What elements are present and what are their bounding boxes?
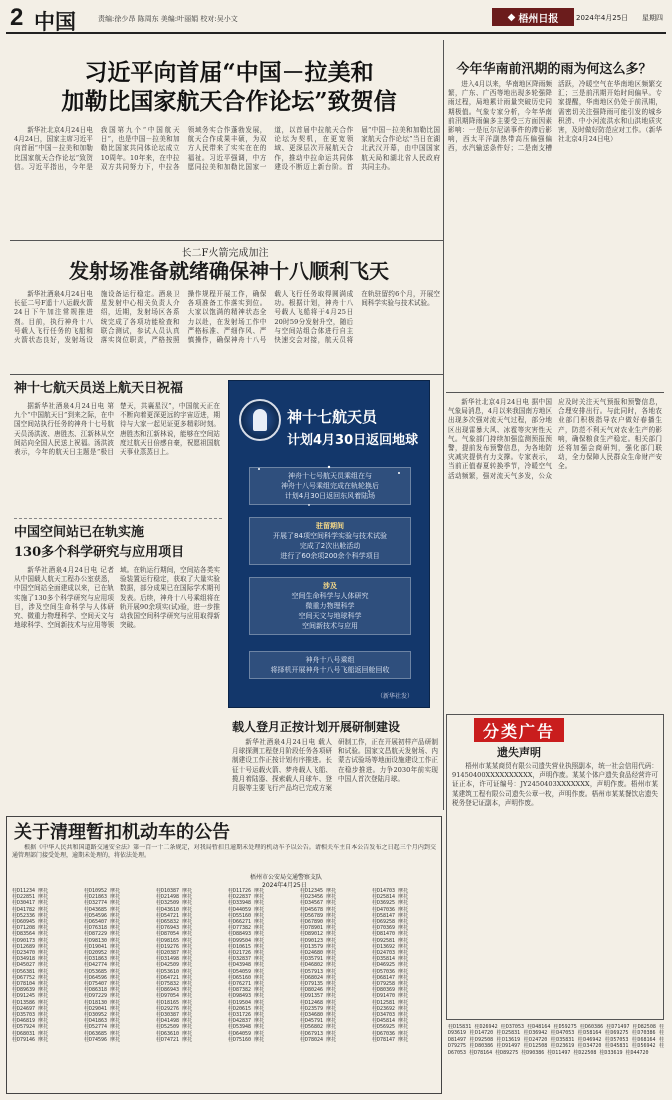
plate-entry: 桂D19276 摩托 [156, 943, 193, 950]
infographic-panel-rotation: 神舟十七号航天员乘组在与 神舟十八号乘组完成在轨轮换后 计划4月30日返回东风着陆场 [249, 467, 411, 505]
plate-entry: 桂D91245 摩托 [12, 993, 49, 1000]
plate-entry: 桂D57913 摩托 [300, 968, 337, 975]
plate-entry: 桂D23579 摩托 [300, 1005, 337, 1012]
plate-entry: 桂D30387 摩托 [156, 1012, 193, 1019]
plate-entry: 桂D42509 摩托 [156, 962, 193, 969]
plate-entry: 桂D29041 摩托 [84, 1005, 121, 1012]
lunar-headline: 载人登月正按计划开展研制建设 [232, 720, 401, 734]
plate-column [300, 888, 366, 1088]
plate-entry: 桂D89639 摩托 [12, 987, 49, 994]
plate-entry: 桂D90123 摩托 [300, 937, 337, 944]
infographic-title: 神十七航天员 [287, 408, 378, 426]
plate-entry: 桂D43610 摩托 [156, 906, 193, 913]
plate-entry: 桂D19504 摩托 [228, 999, 265, 1006]
plate-entry: 桂D52336 摩托 [12, 912, 49, 919]
plate-entry: 桂D65407 摩托 [84, 919, 121, 926]
plate-entry: 桂D19041 摩托 [84, 943, 121, 950]
plate-entry: 桂D83564 摩托 [12, 931, 49, 938]
plate-entry: 桂D56381 摩托 [12, 968, 49, 975]
plate-entry: 桂D45027 摩托 [12, 962, 49, 969]
plate-list-continued: 桂D15831 桂D26942 桂D37053 桂D48164 桂D59275 桂D60386 桂D71497 桂D82508 桂D93619 桂D14720 桂D25831 桂D36942 桂D47053 桂D58164 桂D69275 桂D70386 桂D81497 桂D92508 桂D13619 桂D24720 桂D35831 桂D46942 桂D57053 桂D68164 桂D79275 桂D80386 桂D91497 桂D12508 桂D23619 桂D34720 桂D45831 桂D56942 桂D67053 桂D78164 桂D89275 桂D90386 桂D11497 桂D22508 桂D33619 桂D44720 [448, 1024, 664, 1056]
column-divider [443, 40, 444, 810]
section-title: 中国 [34, 9, 76, 34]
plate-entry: 桂D80369 摩托 [372, 987, 409, 994]
plate-entry: 桂D13692 摩托 [372, 943, 409, 950]
plate-entry: 桂D87229 摩托 [84, 931, 121, 938]
science-body: 新华社酒泉4月24日电 记者从中国载人航天工程办公室获悉，中国空间站全面建成以来，已在轨实施了130多个科学研究与应用项目，涉及空间生命科学与人体研究、微重力物理科学、空间天文与地球科学、空间新技术与应用等领域。在轨运行期间，空间站各类实验装置运行稳定，获取了大量实验数据，部分成果已在国际学术期刊发表。后续，神舟十八号乘组将在轨开展90余项实(试)验，进一步推动我国空间科学研究与应用取得新突破。 [14, 566, 220, 630]
plate-entry: 桂D76271 摩托 [228, 981, 265, 988]
plate-entry: 桂D41498 摩托 [156, 1018, 193, 1025]
plate-entry: 桂D33948 摩托 [228, 900, 265, 907]
plate-entry: 桂D31863 摩托 [84, 956, 121, 963]
plate-entry: 桂D46925 摩托 [372, 962, 409, 969]
plate-entry: 桂D68147 摩托 [372, 974, 409, 981]
plate-entry: 桂D57036 摩托 [372, 968, 409, 975]
plate-entry: 桂D32774 摩托 [84, 900, 121, 907]
plate-entry: 桂D11234 摩托 [12, 888, 49, 894]
plate-entry: 桂D77382 摩托 [228, 925, 265, 932]
plate-list [12, 888, 438, 1088]
plate-entry: 桂D23470 摩托 [12, 950, 49, 957]
plate-column [228, 888, 294, 1088]
lost-notice-heading: 遗失声明 [497, 746, 541, 759]
plate-entry: 桂D34567 摩托 [300, 900, 337, 907]
plate-entry: 桂D98165 摩托 [156, 937, 193, 944]
plate-entry: 桂D55160 摩托 [228, 912, 265, 919]
plate-entry: 桂D24680 摩托 [300, 950, 337, 957]
plate-entry: 桂D57924 摩托 [12, 1024, 49, 1031]
plate-entry: 桂D75407 摩托 [84, 981, 121, 988]
plate-entry: 桂D88493 摩托 [228, 931, 265, 938]
plate-entry: 桂D35703 摩托 [12, 1012, 49, 1019]
plate-entry: 桂D86318 摩托 [84, 987, 121, 994]
plate-entry: 桂D52774 摩托 [84, 1024, 121, 1031]
plate-entry: 桂D52509 摩托 [156, 1024, 193, 1031]
plate-column [84, 888, 150, 1088]
rocket-kicker: 长二F火箭完成加注 [181, 248, 269, 259]
mission-emblem-icon [239, 399, 281, 441]
infographic-panel-next: 神舟十八号乘组 将择机开展神舟十八号飞船返回舱回收 [249, 651, 411, 679]
plate-entry: 桂D14703 摩托 [372, 888, 409, 894]
rain-body: 进入4月以来，华南地区降雨频繁，广东、广西等地出现多轮强降雨过程，局地累计雨量突破历史同期极值。气象专家分析，今年华南前汛期降雨偏多主要受三方面因素影响：一是厄尔尼诺事件的滞后影响，西太平洋副热带高压偏强偏西，水汽输送条件好；二是南支槽活跃，冷暖空气在华南地区频繁交汇；三是前汛期开始时间偏早。专家提醒，华南地区仍处于前汛期，需密切关注强降雨可能引发的城乡积涝、中小河流洪水和山洪地质灾害，及时做好防范应对工作。（新华社北京4月24日电） [448, 80, 662, 153]
plate-entry: 桂D22837 摩托 [228, 894, 265, 901]
newspaper-logo: ◆ 梧州日报 [492, 8, 574, 26]
plate-entry: 桂D47036 摩托 [372, 906, 409, 913]
plate-entry: 桂D68031 摩托 [12, 1030, 49, 1037]
plate-entry: 桂D34703 摩托 [372, 1012, 409, 1019]
plate-entry: 桂D31498 摩托 [156, 956, 193, 963]
plate-entry: 桂D23692 摩托 [372, 1005, 409, 1012]
return-infographic [228, 380, 430, 708]
plate-entry: 桂D30952 摩托 [84, 1012, 121, 1019]
plate-entry: 桂D30417 摩托 [12, 900, 49, 907]
notice-issuer: 梧州市公安局交通警察支队 [250, 874, 323, 881]
plate-entry: 桂D64721 摩托 [156, 974, 193, 981]
plate-entry: 桂D56925 摩托 [372, 1024, 409, 1031]
plate-entry: 桂D80246 摩托 [300, 987, 337, 994]
plate-entry: 桂D43685 摩托 [84, 906, 121, 913]
plate-entry: 桂D20387 摩托 [156, 950, 193, 957]
plate-entry: 桂D78104 摩托 [12, 981, 49, 988]
plate-entry: 桂D10615 摩托 [228, 943, 265, 950]
plate-entry: 桂D24697 摩托 [12, 1005, 49, 1012]
plate-entry: 桂D10387 摩托 [156, 888, 193, 894]
plate-entry: 桂D12345 摩托 [300, 888, 337, 894]
plate-entry: 桂D71208 摩托 [12, 925, 49, 932]
plate-entry: 桂D76943 摩托 [156, 925, 193, 932]
plate-entry: 桂D56802 摩托 [300, 1024, 337, 1031]
classified-ad-title: 分类广告 [474, 718, 564, 742]
plate-entry: 桂D79135 摩托 [300, 981, 337, 988]
plate-entry: 桂D12468 摩托 [300, 999, 337, 1006]
plate-entry: 桂D12581 摩托 [372, 999, 409, 1006]
page-number: 2 [10, 4, 24, 31]
logo-emblem-icon: ◆ [507, 11, 516, 23]
plate-entry: 桂D99504 摩托 [228, 937, 265, 944]
plate-entry: 桂D12689 摩托 [12, 943, 49, 950]
plate-entry: 桂D92581 摩托 [372, 937, 409, 944]
issue-date: 2024年4月25日 [576, 14, 629, 22]
notice-intro: 根据《中华人民共和国道路交通安全法》第一百一十二条规定，对我局暂扣且逾期未处理的机动车予以公告。请相关车主自本公告发布之日起三个月内到交通管理部门接受处理，逾期未处理的，将依法处理。 [12, 844, 436, 859]
plate-entry: 桂D36925 摩托 [372, 900, 409, 907]
divider [446, 392, 664, 393]
plate-entry: 桂D43948 摩托 [228, 962, 265, 969]
plate-entry: 桂D64596 摩托 [84, 974, 121, 981]
plate-entry: 桂D24703 摩托 [372, 950, 409, 957]
plate-entry: 桂D98130 摩托 [84, 937, 121, 944]
plate-entry: 桂D11726 摩托 [228, 888, 265, 894]
plate-entry: 桂D45814 摩托 [372, 1018, 409, 1025]
plate-entry: 桂D89012 摩托 [300, 931, 337, 938]
weekday: 星期四 [642, 14, 663, 22]
plate-entry: 桂D22851 摩托 [12, 894, 49, 901]
plate-entry: 桂D23456 摩托 [300, 894, 337, 901]
plate-entry: 桂D75160 摩托 [228, 1036, 265, 1043]
plate-entry: 桂D97054 摩托 [156, 993, 193, 1000]
plate-entry: 桂D35791 摩托 [300, 956, 337, 963]
plate-entry: 桂D66271 摩托 [228, 919, 265, 926]
plate-entry: 桂D91470 摩托 [372, 993, 409, 1000]
plate-entry: 桂D87054 摩托 [156, 931, 193, 938]
rain-headline: 今年华南前汛期的雨为何这么多？ [456, 62, 652, 77]
plate-entry: 桂D58147 摩托 [372, 912, 409, 919]
plate-entry: 桂D21863 摩托 [84, 894, 121, 901]
plate-entry: 桂D67913 摩托 [300, 1030, 337, 1037]
plate-entry: 桂D60945 摩托 [12, 919, 49, 926]
plate-entry: 桂D74596 摩托 [84, 1036, 121, 1043]
plate-entry: 桂D63685 摩托 [84, 1030, 121, 1037]
plate-entry: 桂D68024 摩托 [300, 974, 337, 981]
science-headline-1: 中国空间站已在轨实施 [14, 525, 145, 540]
plate-entry: 桂D18130 摩托 [84, 999, 121, 1006]
lead-body: 新华社北京4月24日电 4月24日，国家主席习近平向首届“中国－拉美和加勒比国家航天合作论坛”致贺信。习近平指出，今年是我国第九个“中国航天日”，也是中国－拉美和加勒比国家共同体论坛成立10周年。10年来，在中拉双方共同努力下，中拉各领域务实合作蓬勃发展，航天合作成果丰硕，为双方人民带来了实实在在的福祉。习近平强调，中方愿同拉美和加勒比国家一道，以首届中拉航天合作论坛为契机，在更宽领域、更深层次开展航天合作，推动中拉命运共同体建设不断迈上新台阶。首届“中国－拉美和加勒比国家航天合作论坛”当日在湖北武汉开幕，由中国国家航天局和湖北省人民政府共同主办。 [14, 126, 440, 171]
plate-entry: 桂D76318 摩托 [84, 925, 121, 932]
plate-entry: 桂D70369 摩托 [372, 925, 409, 932]
infographic-subtitle: 计划4月30日返回地球 [287, 433, 419, 448]
plate-entry: 桂D45791 摩托 [300, 1018, 337, 1025]
plate-entry: 桂D65832 摩托 [156, 919, 193, 926]
plate-entry: 桂D91357 摩托 [300, 993, 337, 1000]
plate-entry: 桂D81470 摩托 [372, 931, 409, 938]
classified-ad-body: 梧州市某某商贸有限公司遗失营业执照副本，统一社会信用代码：91450400XXXXXXXXXX，声明作废。某某个体户遗失食品经营许可证正本，许可证编号：JY2450403XXXXXXX，声明作废。梧州市某某建筑工程有限公司遗失公章一枚，声明作废。梧州市某某餐饮店遗失税务登记证副本，声明作废。 [452, 762, 658, 807]
plate-column [372, 888, 438, 1088]
plate-entry: 桂D34918 摩托 [12, 956, 49, 963]
plate-entry: 桂D75832 摩托 [156, 981, 193, 988]
plate-entry: 桂D78901 摩托 [300, 925, 337, 932]
plate-entry: 桂D53610 摩托 [156, 968, 193, 975]
plate-entry: 桂D97229 摩托 [84, 993, 121, 1000]
plate-entry: 桂D67752 摩托 [12, 974, 49, 981]
plate-entry: 桂D54721 摩托 [156, 912, 193, 919]
plate-entry: 桂D86943 摩托 [156, 987, 193, 994]
lunar-body: 新华社酒泉4月24日电 载人月球探测工程登月阶段任务各项研制建设工作正按计划有序推进。长征十号运载火箭、梦舟载人飞船、揽月着陆器、探索载人月球车、登月服等主要飞行产品均已完成方案研制工作，正在开展初样产品研制和试验。国家文昌航天发射场、内蒙古试验场等地面设施建设工作正在稳步推进。力争2030年前实现中国人首次登陆月球。 [232, 738, 438, 793]
plate-entry: 桂D32837 摩托 [228, 956, 265, 963]
plate-entry: 桂D79146 摩托 [12, 1036, 49, 1043]
plate-entry: 桂D46802 摩托 [300, 962, 337, 969]
divider [10, 240, 444, 241]
plate-entry: 桂D78147 摩托 [372, 1036, 409, 1043]
plate-entry: 桂D67036 摩托 [372, 1030, 409, 1037]
plate-entry: 桂D69258 摩托 [372, 919, 409, 926]
plate-entry: 桂D44059 摩托 [228, 906, 265, 913]
blessing-headline: 神十七航天员送上航天日祝福 [14, 381, 184, 396]
plate-entry: 桂D87382 摩托 [228, 987, 265, 994]
editor-credits: 责编:徐少昂 陈周东 美编:叶丽娟 校对:吴小文 [98, 15, 238, 23]
plate-entry: 桂D41782 摩托 [12, 906, 49, 913]
plate-entry: 桂D54596 摩托 [84, 912, 121, 919]
page-header [6, 4, 666, 34]
infographic-credit: （新华社发） [377, 693, 414, 700]
plate-column [12, 888, 78, 1088]
weather-body: 新华社北京4月24日电 据中国气象局消息，4月以来我国南方地区出现多次强对流天气过程，部分地区出现雷暴大风、冰雹等灾害性天气。气象部门持续加强监测预报预警，提前发布预警信息，为各地防灾减灾提供有力支撑。专家表示，当前正值春夏转换季节，冷暖空气活动频繁，强对流天气多发，公众应及时关注天气预报和预警信息，合理安排出行。与此同时，各地农业部门积极指导农户做好春播生产，防范不利天气对农业生产的影响，确保粮食生产稳定。相关部门还将加强会商研判，强化部门联动，全力保障人民群众生命财产安全。 [448, 398, 662, 480]
plate-entry: 桂D13586 摩托 [12, 999, 49, 1006]
plate-entry: 桂D35814 摩托 [372, 956, 409, 963]
plate-entry: 桂D63610 摩托 [156, 1030, 193, 1037]
plate-entry: 桂D45678 摩托 [300, 906, 337, 913]
plate-entry: 桂D65160 摩托 [228, 974, 265, 981]
plate-entry: 桂D54059 摩托 [228, 968, 265, 975]
notice-title: 关于清理暂扣机动车的公告 [14, 822, 230, 843]
plate-entry: 桂D29276 摩托 [156, 1005, 193, 1012]
plate-entry: 桂D25814 摩托 [372, 894, 409, 901]
plate-entry: 桂D64059 摩托 [228, 1030, 265, 1037]
plate-entry: 桂D10952 摩托 [84, 888, 121, 894]
plate-entry: 桂D53948 摩托 [228, 1024, 265, 1031]
infographic-panel-results: 驻留期间 开展了84项空间科学实验与技术试验 完成了2次出舱活动 进行了60余项200余个科学项目 [249, 517, 411, 565]
plate-entry: 桂D18165 摩托 [156, 999, 193, 1006]
divider [10, 374, 444, 375]
plate-entry: 桂D56789 摩托 [300, 912, 337, 919]
plate-column [156, 888, 222, 1088]
plate-entry: 桂D42837 摩托 [228, 1018, 265, 1025]
plate-entry: 桂D67890 摩托 [300, 919, 337, 926]
lead-headline: 习近平向首届“中国－拉美和 加勒比国家航天合作论坛”致贺信 [61, 59, 397, 115]
blessing-body: 据新华社酒泉4月24日电 第九个“中国航天日”到来之际，在中国空间站执行任务的神舟十七号航天员汤洪波、唐胜杰、江新林从空间站向全国人民送上祝福。汤洪波表示，今年的航天日主题是“极目楚天，共襄星汉”，中国航天正在不断向着更深更远的宇宙迈进，期待与大家一起见证更多精彩时刻。唐胜杰和江新林说，能够在空间站度过航天日倍感自豪，祝愿祖国航天事业蒸蒸日上。 [14, 402, 220, 457]
plate-entry: 桂D78024 摩托 [300, 1036, 337, 1043]
plate-entry: 桂D32509 摩托 [156, 900, 193, 907]
plate-entry: 桂D21498 摩托 [156, 894, 193, 901]
plate-entry: 桂D21726 摩托 [228, 950, 265, 957]
notice-date: 2024年4月25日 [262, 882, 307, 889]
plate-entry: 桂D20615 摩托 [228, 1005, 265, 1012]
rocket-body: 新华社酒泉4月24日电 长征二号F遥十八运载火箭24日下午加注常规推进剂。目前，执行神舟十八号载人飞行任务的飞船和火箭状态良好，发射场设施设备运行稳定。酒泉卫星发射中心相关负责人介绍，近期，发射场区各系统完成了各项功能检查和联合测试，参试人员认真落实岗位职责，严格按照操作规程开展工作，确保各项准备工作落实到位。大家以饱满的精神状态全力以赴，在发射场工作中严格标准、严细作风、严慎操作，确保神舟十八号载人飞行任务取得圆满成功。根据计划，神舟十八号载人飞船将于4月25日20时59分发射升空，随后与空间站组合体进行自主快速交会对接，航天员将在轨驻留约6个月，开展空间科学实验与技术试验。 [14, 290, 440, 345]
plate-entry: 桂D46819 摩托 [12, 1018, 49, 1025]
plate-entry: 桂D34680 摩托 [300, 1012, 337, 1019]
plate-entry: 桂D79258 摩托 [372, 981, 409, 988]
plate-entry: 桂D13579 摩托 [300, 943, 337, 950]
plate-entry: 桂D90173 摩托 [12, 937, 49, 944]
plate-entry: 桂D74721 摩托 [156, 1036, 193, 1043]
plate-entry: 桂D42774 摩托 [84, 962, 121, 969]
plate-entry: 桂D41863 摩托 [84, 1018, 121, 1025]
plate-entry: 桂D20952 摩托 [84, 950, 121, 957]
plate-entry: 桂D53685 摩托 [84, 968, 121, 975]
science-headline-2: 130多个科学研究与应用项目 [14, 545, 185, 560]
rocket-headline: 发射场准备就绪确保神十八顺利飞天 [69, 259, 389, 283]
infographic-panel-fields: 涉及 空间生命科学与人体研究 微重力物理科学 空间天文与地球科学 空间新技术与应用 [249, 577, 411, 635]
plate-entry: 桂D31726 摩托 [228, 1012, 265, 1019]
plate-entry: 桂D98493 摩托 [228, 993, 265, 1000]
divider [14, 518, 222, 519]
